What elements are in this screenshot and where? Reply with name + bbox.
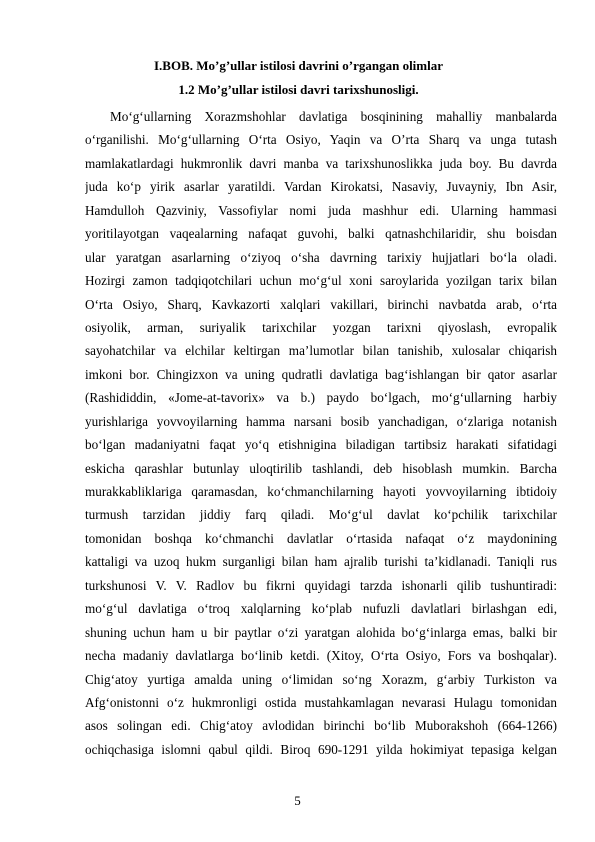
text-line: (Rashididdin, «Jome-at-tavorix» va b.) paydo bo‘lgach, mo‘g‘ullarning harbiy: [85, 390, 557, 406]
text-line: Mo‘g‘ullarning Xorazmshohlar davlatiga bosqinining mahalliy manbalarda: [110, 109, 557, 124]
text-line: necha madaniy davlatlarga bo‘linib ketdi. (Xitoy, O‘rta Osiyo, Fors va boshqalar).: [85, 648, 557, 664]
text-line: asos solingan edi. Chig‘atoy avlodidan birinchi bo‘lib Muborakshoh (664-1266): [85, 718, 557, 734]
text-line: eskicha qarashlar butunlay uloqtirilib tashlandi, deb hisoblash mumkin. Barcha: [85, 460, 557, 476]
text-line: mo‘g‘ul davlatiga o‘troq xalqlarning ko‘plab nufuzli davlatlari birlashgan edi,: [85, 601, 557, 617]
text-line: sayohatchilar va elchilar keltirgan ma’lumotlar bilan tanishib, xulosalar chiqarish: [85, 343, 557, 359]
text-line: shuning uchun ham u bir paytlar o‘zi yaratgan alohida bo‘g‘inlarga emas, balki bir: [85, 624, 557, 640]
text-line: Afg‘onistonni o‘z hukmronligi ostida mustahkamlagan nevarasi Hulagu tomonidan: [85, 694, 557, 710]
text-line: o‘rganilishi. Mo‘g‘ullarning O‘rta Osiyo, Yaqin va O’rta Sharq va unga tutash: [85, 132, 557, 148]
page-number: 5: [294, 793, 301, 808]
body-paragraph: [85, 105, 557, 761]
text-line: tomonidan boshqa ko‘chmanchi davlatlar o‘rtasida nafaqat o‘z maydonining: [85, 530, 557, 546]
text-line: Chig‘atoy yurtiga amalda uning o‘limidan so‘ng Xorazm, g‘arbiy Turkiston va: [85, 671, 557, 687]
text-line: yoritilayotgan vaqealarning nafaqat guvohi, balki qatnashchilaridir, shu boisdan: [85, 226, 557, 242]
text-line: imkoni bor. Chingizxon va uning qudratli davlatiga bag‘ishlangan bir qator asarlar: [85, 366, 557, 382]
text-line: yurishlariga yovvoyilarning hamma narsani bosib yanchadigan, o‘zlariga notanish: [85, 413, 557, 429]
text-line: murakkabliklariga qaramasdan, ko‘chmanchilarning hayoti yovvoyilarning ibtidoiy: [85, 484, 557, 499]
text-line: Hozirgi zamon tadqiqotchilari uchun mo‘g‘ul xoni saroylarida yozilgan tarix bilan: [85, 273, 557, 289]
text-line: bo‘lgan madaniyatni faqat yo‘q etishnigina biladigan tartibsiz harakati sifatidagi: [85, 437, 557, 453]
section-title: 1.2 Mo’g’ullar istilosi davri tarixshunosligi.: [178, 82, 419, 97]
text-line: mamlakatlardagi hukmronlik davri manba va tarixshunoslikka juda boy. Bu davrda: [85, 155, 557, 171]
text-line: osiyolik, arman, suriyalik tarixchilar yozgan tarixni qiyoslash, evropalik: [85, 319, 557, 335]
text-line: ochiqchasiga islomni qabul qildi. Biroq 690-1291 yilda hokimiyat tepasiga kelgan: [85, 741, 557, 757]
chapter-title: I.BOB. Mo’g’ullar istilosi davrini o’rgangan olimlar: [153, 58, 444, 73]
text-line: Hamdulloh Qazviniy, Vassofiylar nomi juda mashhur edi. Ularning hammasi: [85, 202, 557, 218]
text-line: kattaligi va uzoq hukm surganligi bilan ham ajralib turishi ta’kidlanadi. Taniqli rus: [85, 554, 557, 570]
text-line: turmush tarzidan jiddiy farq qiladi. Mo‘g‘ul davlat ko‘pchilik tarixchilar: [85, 507, 557, 523]
text-line: O‘rta Osiyo, Sharq, Kavkazorti xalqlari vakillari, birinchi navbatda arab, o‘rta: [85, 296, 557, 312]
text-line: ular yaratgan asarlarning o‘ziyoq o‘sha davrning tarixiy hujjatlari bo‘la oladi.: [85, 249, 557, 265]
text-line: juda ko‘p yirik asarlar yaratildi. Vardan Kirokatsi, Nasaviy, Juvayniy, Ibn Asir,: [85, 179, 557, 195]
text-line: turkshunosi V. V. Radlov bu fikrni quyidagi tarzda ishonarli qilib tushuntiradi:: [85, 577, 557, 593]
